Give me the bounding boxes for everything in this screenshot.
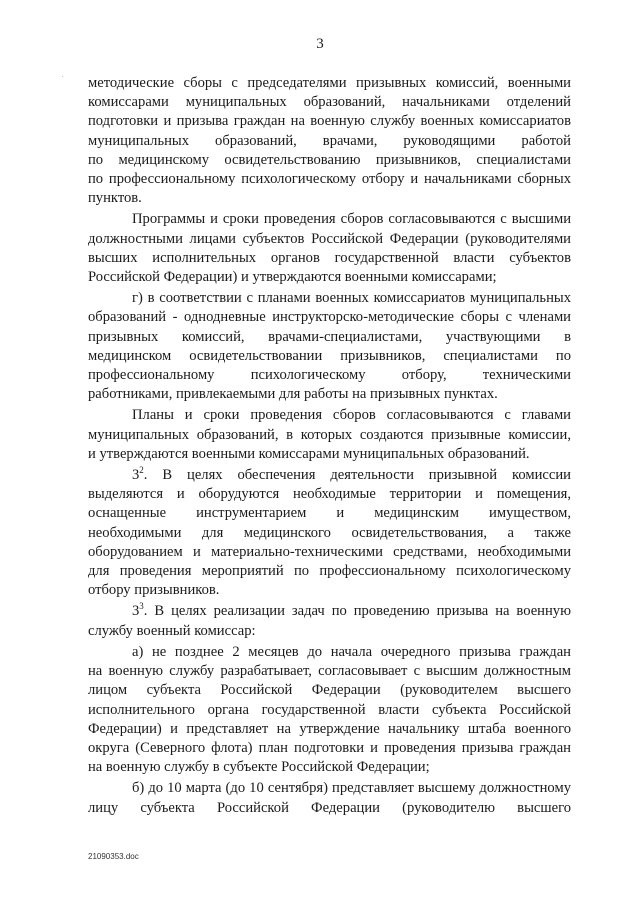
text-line: образований - однодневные инструкторско-методические сборы с членами [88,309,571,326]
text-line: лицу субъекта Российской Федерации (руководителю высшего [88,799,571,816]
text-line: лицом субъекта Российской Федерации (руководителем высшего [88,682,571,699]
text-line: а) не позднее 2 месяцев до начала очередного призыва граждан [132,643,571,660]
text-line: отбору призывников. [88,582,220,599]
paragraph [88,779,571,817]
paragraph-lead-line [88,602,571,621]
clause-number: 3 [132,603,140,620]
text-line: службу военный комиссар: [88,622,256,639]
text-line: подготовки и призыва граждан на военную службу военных комиссариатов [88,113,571,130]
text-line: Федерации) и представляет на утверждение начальнику штаба военного [88,720,571,737]
text-line: необходимыми для медицинского освидетельствования, а также [88,524,571,541]
margin-mark [62,76,63,77]
text-line: работниками, привлекаемыми для работы на призывных пунктах. [88,386,498,403]
paragraph [88,602,571,640]
clause-superscript: 2 [139,465,144,476]
file-name-footer: 21090353.doc [88,852,139,861]
text-line: муниципальных образований, в которых создаются призывные комиссии, [88,426,571,443]
paragraph [88,289,571,404]
text-line: на военную службу разрабатывает, согласовывает с высшим должностным [88,663,571,680]
text-line: методические сборы с председателями призывных комиссий, военными [88,75,571,91]
text-line: высших исполнительных органов государственной власти субъектов [88,249,571,266]
paragraph [88,466,571,600]
text-line: по медицинскому освидетельствованию призывников, специалистами [88,151,571,168]
paragraph [88,210,571,287]
clause-superscript: 3 [139,601,144,612]
text-line: муниципальных образований, врачами, руководящими работой [88,132,571,149]
text-line: для проведения мероприятий по профессиональному психологическому [88,563,571,580]
text-line: Планы и сроки проведения сборов согласовываются с главами [132,407,571,424]
text-line: должностными лицами субъектов Российской Федерации (руководителями [88,230,571,247]
text-line: Программы и сроки проведения сборов согласовываются с высшими [132,211,571,228]
text-line: г) в соответствии с планами военных комиссариатов муниципальных [132,290,571,307]
text-line: на военную службу в субъекте Российской Федерации; [88,759,430,776]
clause-number: 3 [132,467,140,484]
text-line: выделяются и оборудуются необходимые территории и помещения, [88,486,571,503]
paragraph [88,643,571,777]
text-line: профессиональному психологическому отбору, техническими [88,367,571,384]
paragraph-lead-line [88,466,571,485]
text-line: призывных комиссий, врачами-специалистами, участвующими в [88,328,571,345]
clause-text: . В целях реализации задач по проведению призыва на военную [143,603,571,620]
text-line: по профессиональному психологическому отбору и начальниками сборных [88,171,571,188]
text-line: исполнительного органа государственной власти субъекта Российской [88,701,571,718]
text-line: оборудованием и материально-техническими средствами, необходимыми [88,543,571,560]
clause-text: . В целях обеспечения деятельности призывной комиссии [143,467,571,484]
paragraph [88,406,571,464]
text-line: Российской Федерации) и утверждаются военными комиссарами; [88,269,497,286]
text-line: б) до 10 марта (до 10 сентября) представляет высшему должностному [132,780,571,797]
page-number: 3 [316,36,324,52]
text-line: пунктов. [88,190,142,207]
text-line: и утверждаются военными комиссарами муниципальных образований. [88,445,530,462]
text-line: оснащенные инструментарием и медицинским имуществом, [88,505,571,522]
document-body [88,74,571,818]
text-line: медицинском освидетельствовании призывников, специалистами по [88,347,571,364]
paragraph [88,74,571,208]
text-line: комиссарами муниципальных образований, начальниками отделений [88,94,571,111]
text-line: округа (Северного флота) план подготовки и проведения призыва граждан [88,739,571,756]
